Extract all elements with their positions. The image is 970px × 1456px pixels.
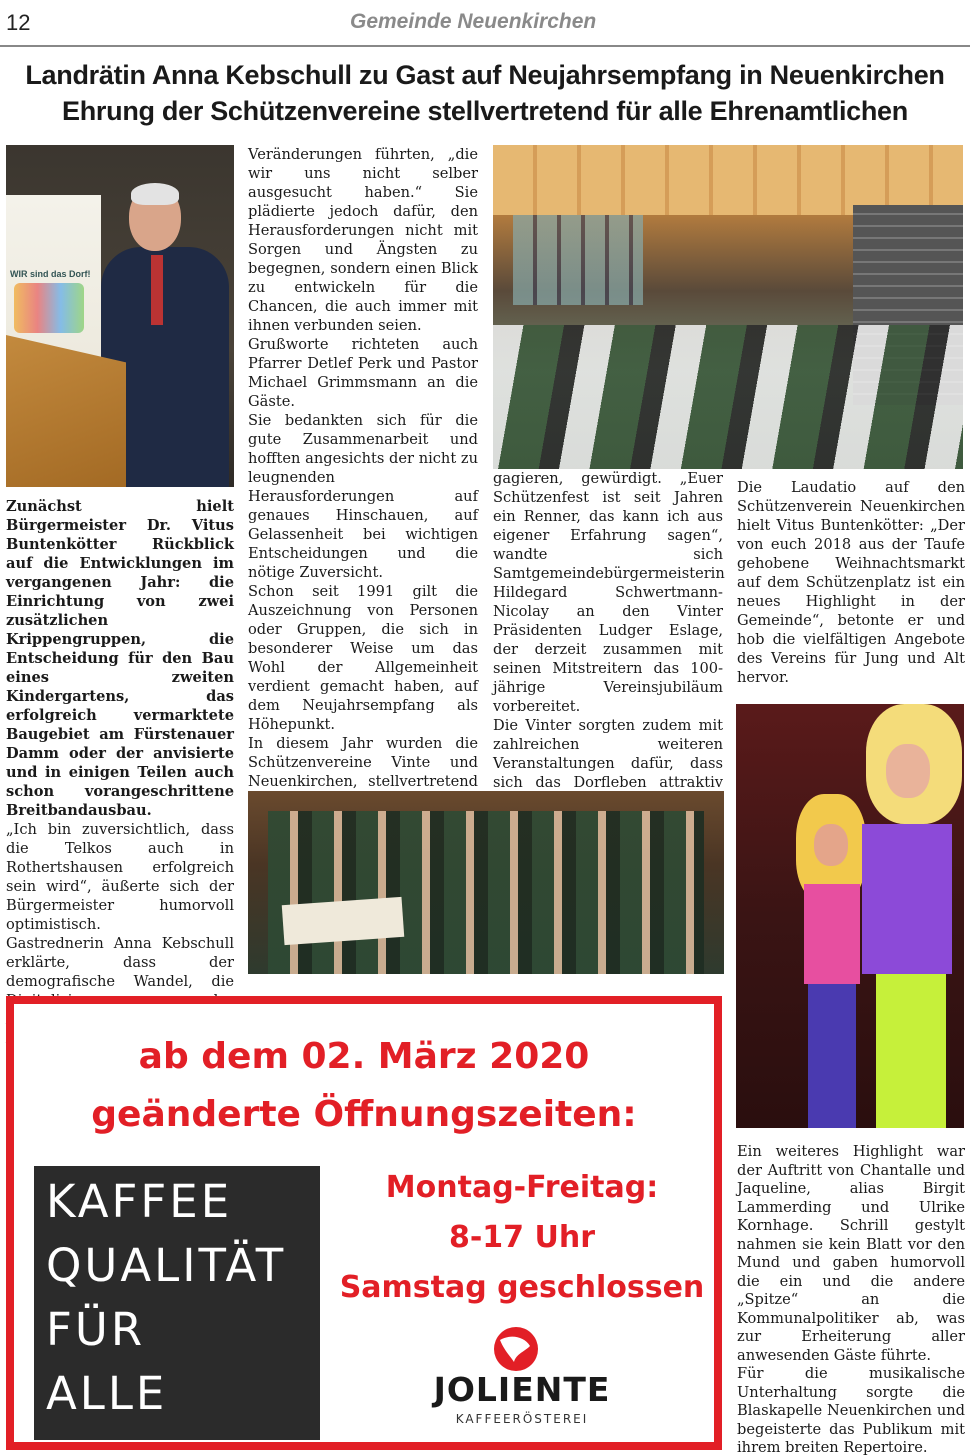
article-column-4 xyxy=(737,478,965,687)
article-paragraph: gagieren, gewürdigt. „Euer Schützenfest ist seit Jahren ein Renner, das kann ich aus eigener Erfahrung sagen“, wandte sich Samtgemeindebürgermeisterin Hildegard Schwertmann-Nicolay an den Vinter Präsidenten Ludger Eslage, der derzeit zusammen mit seinen Mitstreitern das 100-jährige Vereinsjubiläum vorbereitet. xyxy=(493,470,725,715)
ad-hours-closed: Samstag geschlossen xyxy=(339,1270,705,1305)
advertisement xyxy=(6,996,722,1450)
article-paragraph: Sie bedankten sich für die gute Zusammenarbeit und hofften angesichts der nicht zu leugnenden Herausforderungen auf genaues Hinschauen, auf Gelassenheit bei wichtigen Entscheidungen und die nötige Zuversicht. xyxy=(248,412,478,581)
article-paragraph: „Ich bin zuversichtlich, dass die Telkos auch in Rothertshausen erfolgreich sein wird“, äußerte sich der Bürgermeister humorvoll optimistisch. xyxy=(6,821,234,933)
page-header: Gemeinde Neuenkirchen xyxy=(350,10,597,33)
ad-slogan-line: KAFFEE xyxy=(46,1175,233,1228)
ad-brand: JOLIENTE xyxy=(433,1370,611,1409)
ad-slogan-line: ALLE xyxy=(46,1367,168,1420)
article-paragraph: Veränderungen führten, „die wir uns nicht selber ausgesucht haben.“ Sie plädierte jedoch dafür, den Herausforderungen nicht mit Sorgen und Ängsten zu begegnen, sondern einen Blick zu entwickeln für die Chancen, die auch immer mit ihnen verbunden seien. xyxy=(248,146,478,334)
article-paragraph: Die Laudatio auf den Schützenverein Neuenkirchen hielt Vitus Buntenkötter: „Der von euch 2018 aus der Taufe gehobene Weihnachtsmarkt auf dem Schützenplatz ist ein neues Highlight in der Gemeinde“, betonte er und hob die vielfältigen Angebote des Vereins für Jung und Alt hervor. xyxy=(737,479,965,686)
header-rule xyxy=(0,45,970,47)
ad-hours-time: 8-17 Uhr xyxy=(448,1220,596,1255)
article-paragraph: Für die musikalische Unterhaltung sorgte die Blaskapelle Neuenkirchen und begeisterte das Publikum mit ihrem breiten Repertoire. xyxy=(737,1365,965,1456)
article-paragraph: Schon seit 1991 gilt die Auszeichnung von Personen oder Gruppen, die sich in besonderer Weise um das Wohl der Allgemeinheit verdient gemacht haben, auf dem Neujahrsempfang als Höhepunkt. xyxy=(248,583,478,733)
article-paragraph: Grußworte richteten auch Pfarrer Detlef Perk und Pastor Michael Grimmsmann an die Gäste. xyxy=(248,336,478,410)
article-column-3 xyxy=(493,469,723,811)
article-column-2 xyxy=(248,145,478,829)
article-column-1 xyxy=(6,497,234,1067)
ad-brand-subtitle: KAFFEERÖSTEREI xyxy=(455,1412,589,1426)
ad-slogan-box xyxy=(34,1166,320,1440)
photo-speaker xyxy=(6,145,234,487)
photo-banner-graphic xyxy=(14,283,84,333)
article-lead: Zunächst hielt Bürgermeister Dr. Vitus Buntenkötter Rückblick auf die Entwicklungen im vergangenen Jahr: die Einrichtung von zwei zusätzlichen Krippengruppen, die Entscheidung für den Bau eines zweiten Kindergartens, das erfolgreich vermarktete Baugebiet am Fürstenauer Damm oder der anvisierte und in einigen Teilen auch schon vorangeschrittene Breitbandausbau. xyxy=(6,498,234,819)
ad-hours-days: Montag-Freitag: xyxy=(385,1170,659,1205)
photo-banner-text: WIR sind das Dorf! xyxy=(10,269,91,279)
photo-performers xyxy=(736,704,964,1128)
subheadline: Ehrung der Schützenvereine stellvertretend für alle Ehrenamtlichen xyxy=(62,96,908,126)
article-paragraph: Die Vinter sorgten zudem mit zahlreichen weiteren Veranstaltungen dafür, dass sich das Dorfleben attraktiv xyxy=(493,717,723,791)
ad-headline: ab dem 02. März 2020 xyxy=(138,1036,590,1077)
article-paragraph: Gastrednerin Anna Kebschull erklärte, dass der demografische Wandel, die xyxy=(6,935,234,990)
coffee-bean-logo-icon xyxy=(480,1326,552,1372)
ad-slogan-line: FÜR xyxy=(46,1303,146,1356)
headline: Landrätin Anna Kebschull zu Gast auf Neujahrsempfang in Neuenkirchen xyxy=(25,60,945,90)
article-column-4-bottom xyxy=(737,1143,965,1456)
ad-subheadline: geänderte Öffnungszeiten: xyxy=(91,1094,637,1135)
page-number: 12 xyxy=(6,10,31,35)
photo-group xyxy=(248,791,724,974)
article-paragraph: Ein weiteres Highlight war der Auftritt von Chantalle und Jaqueline, alias Birgit Lammerding und Ulrike Kornhage. Schrill gestylt nahmen sie kein Blatt vor den Mund und gaben humorvoll die ein und die andere „Spitze“ an die Kommunalpolitiker ab, was zur Erheiterung aller anwesenden Gäste führte. xyxy=(737,1143,965,1364)
ad-slogan-line: QUALITÄT xyxy=(46,1239,287,1292)
article-paragraph: In diesem Jahr wurden die Schützenvereine Vinte und Neuenkirchen, stellvertretend xyxy=(248,735,478,790)
photo-hall xyxy=(493,145,963,469)
